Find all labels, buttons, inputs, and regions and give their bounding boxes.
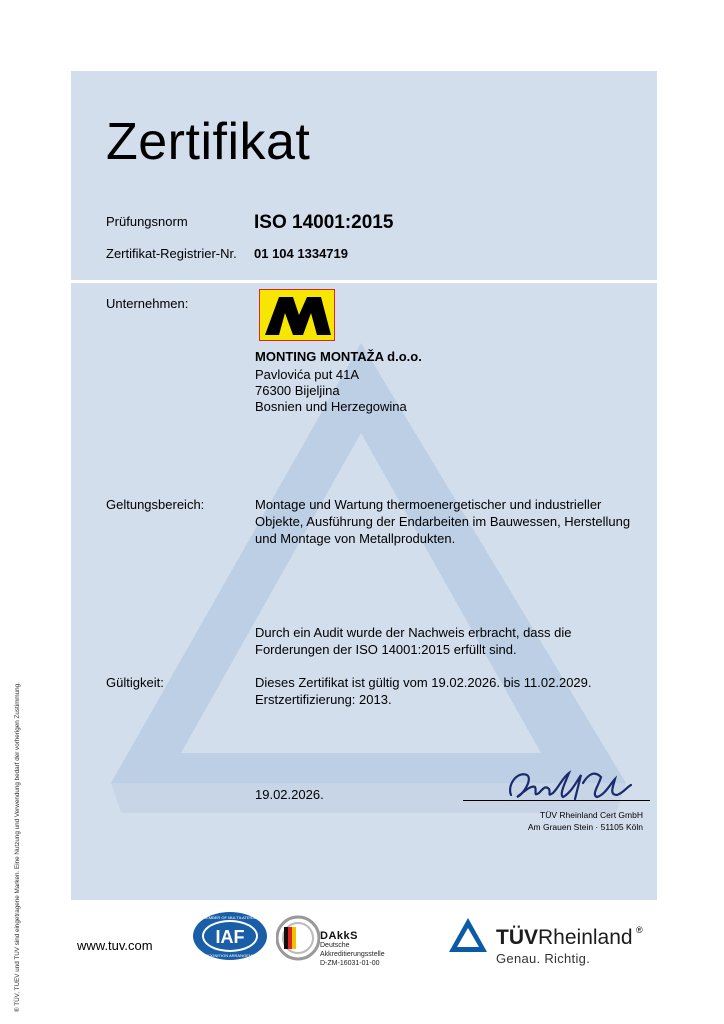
standard-value: ISO 14001:2015 xyxy=(254,212,394,233)
dakks-line-2: Akkreditierungsstelle xyxy=(320,951,385,958)
tuv-rheinland: Rheinland xyxy=(538,926,633,949)
registration-label: Zertifikat-Registrier-Nr. xyxy=(106,246,237,261)
validity-label: Gültigkeit: xyxy=(106,675,164,690)
validity-line-2: Erstzertifizierung: 2013. xyxy=(255,692,392,707)
issue-date: 19.02.2026. xyxy=(255,787,324,802)
dakks-line-3: D-ZM-16031-01-00 xyxy=(320,960,380,967)
issuer-name: TÜV Rheinland Cert GmbH xyxy=(540,810,643,820)
iaf-ring-top: MEMBER OF MULTILATERAL xyxy=(202,915,258,920)
validity-line-1: Dieses Zertifikat ist gültig vom 19.02.2026. bis 11.02.2029. xyxy=(255,675,592,690)
registration-number: 01 104 1334719 xyxy=(254,246,348,261)
trademark-note: ® TÜV, TUEV und TUV sind eingetragene Marken. Eine Nutzung und Verwendung bedarf der vorherigen Zustimmung. xyxy=(14,682,21,1012)
issuer-address: Am Grauen Stein · 51105 Köln xyxy=(527,822,643,832)
dakks-title: DAkkS xyxy=(320,930,358,942)
company-label: Unternehmen: xyxy=(106,296,189,311)
signature-line xyxy=(463,800,650,801)
tuv-watermark-triangle xyxy=(71,283,657,900)
iaf-logo xyxy=(192,911,268,961)
standard-label: Prüfungsnorm xyxy=(106,214,188,229)
scope-line-2: Objekte, Ausführung der Endarbeiten im Bauwessen, Herstellung xyxy=(255,514,631,529)
website-link[interactable]: www.tuv.com xyxy=(77,938,153,953)
dakks-text xyxy=(320,932,385,968)
dakks-logo xyxy=(276,913,320,963)
signature xyxy=(505,765,635,805)
scope-line-1: Montage und Wartung thermoenergetischer und industrieller xyxy=(255,497,602,512)
tuv-wordmark xyxy=(496,926,633,950)
audit-line-1: Durch ein Audit wurde der Nachweis erbracht, dass die xyxy=(255,625,572,640)
tuv-bold: TÜV xyxy=(496,926,538,949)
tuv-slogan: Genau. Richtig. xyxy=(496,951,591,966)
iaf-text: IAF xyxy=(215,927,245,947)
company-street: Pavlovića put 41A xyxy=(255,367,360,382)
scope-label: Geltungsbereich: xyxy=(106,497,205,512)
company-city: 76300 Bijeljina xyxy=(255,383,340,398)
scope-line-3: und Montage von Metallprodukten. xyxy=(255,531,456,546)
dakks-line-1: Deutsche xyxy=(320,942,350,949)
company-country: Bosnien und Herzegowina xyxy=(255,399,407,414)
audit-line-2: Forderungen der ISO 14001:2015 erfüllt sind. xyxy=(255,642,517,657)
company-name: MONTING MONTAŽA d.o.o. xyxy=(255,349,422,364)
tuv-triangle-logo xyxy=(447,916,489,956)
tuv-registered-mark: ® xyxy=(636,925,643,935)
company-logo xyxy=(259,289,335,341)
main-panel xyxy=(71,283,657,900)
certificate-title: Zertifikat xyxy=(106,113,311,171)
iaf-ring-bottom: RECOGNITION ARRANGEMENT xyxy=(199,953,261,958)
